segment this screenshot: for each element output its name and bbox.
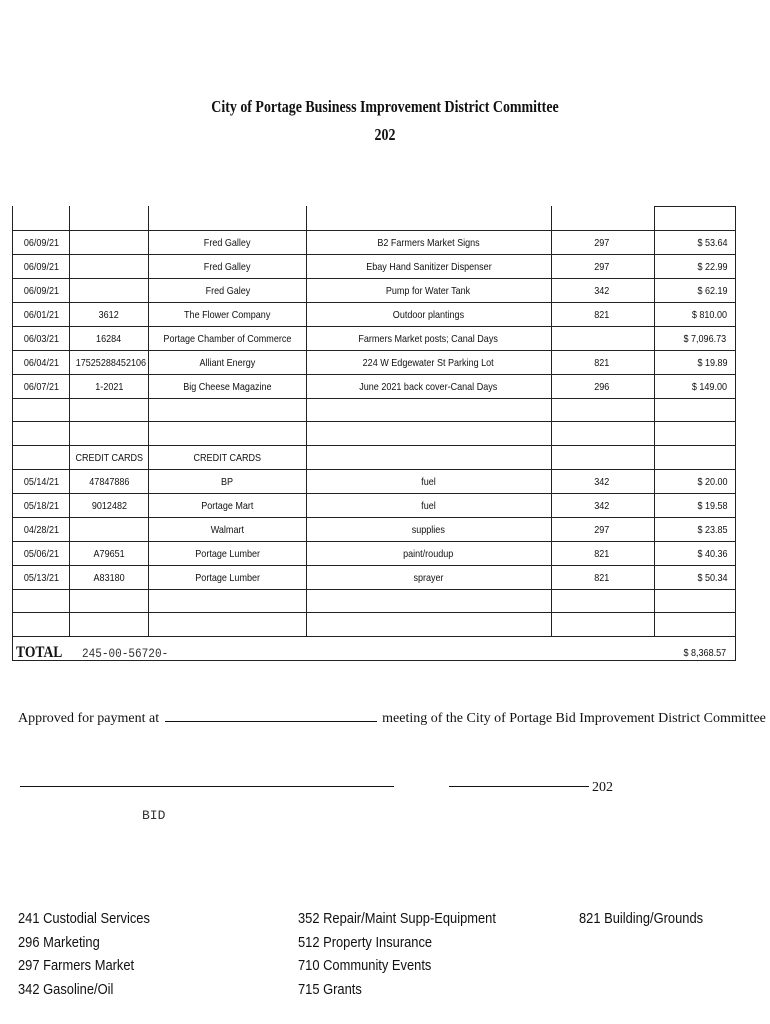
row-vendor: Fred Galey — [205, 285, 250, 297]
row-date: 06/04/21 — [23, 357, 59, 369]
row-vendor: The Flower Company — [184, 309, 271, 321]
row-description: fuel — [421, 500, 436, 512]
row-date: 05/14/21 — [23, 476, 59, 488]
row-description — [307, 596, 550, 608]
row-vendor — [149, 596, 306, 608]
row-amount: $ 149.00 — [691, 381, 728, 393]
account-legend-col1 — [18, 907, 171, 1001]
row-description: June 2021 back cover-Canal Days — [359, 381, 498, 393]
row-date — [14, 452, 68, 464]
row-number — [70, 237, 148, 249]
row-account: 821 — [594, 572, 610, 584]
document-title: City of Portage Business Improvement District Committee — [211, 97, 559, 116]
row-description — [307, 428, 550, 440]
row-account: 821 — [594, 309, 610, 321]
row-number: 1-2021 — [94, 381, 124, 393]
row-account: 342 — [594, 285, 610, 297]
row-account — [552, 405, 652, 417]
account-legend-col3 — [579, 907, 723, 931]
row-vendor — [149, 428, 306, 440]
row-number — [70, 405, 148, 417]
row-amount — [656, 452, 734, 464]
legend-item: 512 Property Insurance — [298, 933, 433, 951]
row-date: 06/01/21 — [23, 309, 59, 321]
row-number — [70, 596, 148, 608]
row-vendor — [149, 619, 306, 631]
row-account: 297 — [594, 237, 610, 249]
row-description: 224 W Edgewater St Parking Lot — [362, 357, 495, 369]
row-description: fuel — [421, 476, 436, 488]
row-amount: $ 40.36 — [697, 548, 728, 560]
row-description: Pump for Water Tank — [386, 285, 471, 297]
row-vendor: Portage Lumber — [195, 572, 260, 584]
approval-suffix: meeting of the City of Portage Bid Improvement District Committee — [382, 711, 766, 726]
row-amount: $ 20.00 — [697, 476, 728, 488]
row-vendor: Big Cheese Magazine — [183, 381, 272, 393]
row-amount — [656, 428, 734, 440]
row-amount: $ 23.85 — [697, 524, 728, 536]
row-description — [307, 619, 550, 631]
row-description — [307, 405, 550, 417]
approval-line — [18, 709, 766, 727]
row-number: CREDIT CARDS — [75, 452, 144, 464]
row-date: 06/09/21 — [23, 285, 59, 297]
row-description: B2 Farmers Market Signs — [377, 237, 480, 249]
row-number: A83180 — [93, 572, 125, 584]
row-number — [70, 285, 148, 297]
row-amount: $ 62.19 — [697, 285, 728, 297]
row-vendor: Walmart — [210, 524, 245, 536]
row-number: 47847886 — [88, 476, 130, 488]
row-description: Outdoor plantings — [392, 309, 465, 321]
row-account — [552, 596, 652, 608]
row-description: sprayer — [413, 572, 444, 584]
row-description: Ebay Hand Sanitizer Dispenser — [365, 261, 492, 273]
row-account: 342 — [594, 500, 610, 512]
row-account — [552, 428, 652, 440]
legend-item: 710 Community Events — [298, 957, 432, 974]
row-amount — [656, 596, 734, 608]
row-number — [70, 428, 148, 440]
account-legend-col2 — [298, 907, 528, 1001]
row-account — [552, 333, 652, 345]
legend-item: 715 Grants — [298, 980, 362, 998]
legend-item: 821 Building/Grounds — [579, 910, 704, 927]
row-account: 821 — [594, 357, 610, 369]
total-account-code: 245-00-56720- — [82, 646, 169, 661]
row-account: 297 — [594, 524, 610, 536]
row-description: paint/roudup — [403, 548, 454, 560]
row-vendor: CREDIT CARDS — [193, 452, 262, 464]
row-account — [552, 619, 652, 631]
document-year: 202 — [374, 125, 396, 144]
row-date: 05/13/21 — [23, 572, 59, 584]
row-number — [70, 524, 148, 536]
row-amount: $ 50.34 — [697, 572, 728, 584]
row-number: 16284 — [96, 333, 122, 345]
bid-label: BID — [142, 808, 166, 823]
row-account — [552, 452, 652, 464]
row-account: 821 — [594, 548, 610, 560]
row-date — [14, 405, 68, 417]
row-date — [14, 619, 68, 631]
row-account: 296 — [594, 381, 610, 393]
row-amount: $ 7,096.73 — [683, 333, 727, 345]
row-number: A79651 — [93, 548, 125, 560]
row-vendor: Fred Galley — [204, 237, 251, 249]
row-amount: $ 19.58 — [697, 500, 728, 512]
total-label: TOTAL — [16, 644, 63, 661]
legend-item: 342 Gasoline/Oil — [18, 980, 114, 998]
date-line[interactable] — [449, 786, 589, 787]
row-date: 06/07/21 — [23, 381, 59, 393]
expense-ledger-table — [12, 206, 736, 661]
row-description — [307, 452, 550, 464]
row-amount: $ 19.89 — [697, 357, 728, 369]
row-vendor: Portage Chamber of Commerce — [163, 333, 292, 345]
signature-year: 202 — [592, 780, 613, 795]
row-description: Farmers Market posts; Canal Days — [358, 333, 499, 345]
row-vendor: Portage Mart — [201, 500, 254, 512]
legend-item: 241 Custodial Services — [18, 910, 150, 927]
legend-item: 297 Farmers Market — [18, 957, 135, 974]
row-vendor: BP — [221, 476, 234, 488]
row-number: 9012482 — [91, 500, 127, 512]
row-date — [14, 428, 68, 440]
row-vendor: Portage Lumber — [195, 548, 260, 560]
signature-line[interactable] — [20, 786, 394, 787]
row-amount — [656, 405, 734, 417]
approval-prefix: Approved for payment at — [18, 711, 160, 726]
row-date: 06/09/21 — [23, 237, 59, 249]
row-number: 3612 — [98, 309, 120, 321]
row-date — [14, 596, 68, 608]
row-amount: $ 22.99 — [697, 261, 728, 273]
total-amount: $ 8,368.57 — [683, 647, 727, 659]
row-date: 06/03/21 — [23, 333, 59, 345]
row-account: 297 — [594, 261, 610, 273]
row-number: 17525288452106 — [75, 357, 147, 369]
legend-item: 352 Repair/Maint Supp-Equipment — [298, 910, 496, 927]
meeting-blank[interactable] — [165, 709, 377, 722]
row-date: 06/09/21 — [23, 261, 59, 273]
row-vendor — [149, 405, 306, 417]
row-date: 05/18/21 — [23, 500, 59, 512]
row-date: 05/06/21 — [23, 548, 59, 560]
row-amount: $ 53.64 — [697, 237, 728, 249]
row-number — [70, 261, 148, 273]
row-vendor: Alliant Energy — [199, 357, 256, 369]
legend-item: 296 Marketing — [18, 933, 100, 951]
row-amount — [656, 619, 734, 631]
row-vendor: Fred Galley — [204, 261, 251, 273]
row-account: 342 — [594, 476, 610, 488]
row-date: 04/28/21 — [23, 524, 59, 536]
row-amount: $ 810.00 — [691, 309, 728, 321]
row-description: supplies — [411, 524, 446, 536]
row-number — [70, 619, 148, 631]
